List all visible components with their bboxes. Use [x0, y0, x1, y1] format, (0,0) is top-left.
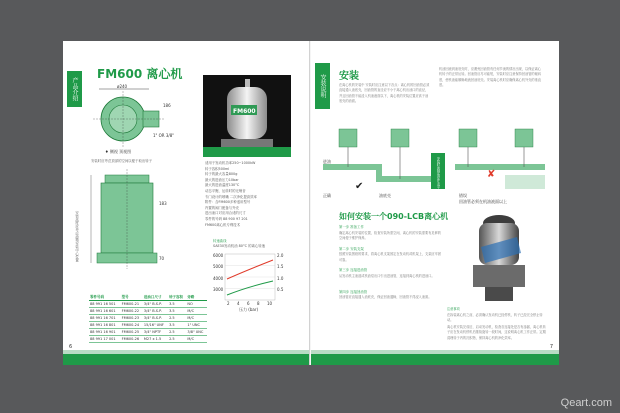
cross-icon: ✘	[487, 169, 496, 180]
left-page-number: 6	[69, 344, 73, 350]
x-tick: 6	[247, 301, 250, 306]
table-row	[89, 336, 207, 343]
left-section-tab: 产品介绍	[67, 71, 82, 107]
table-cell: 88 991 16 901	[89, 329, 121, 336]
spec-list	[205, 161, 257, 228]
install-title: 安装	[339, 71, 359, 82]
table-row	[89, 322, 207, 329]
dim-thread: 1" OR 3/8"	[153, 133, 175, 138]
y-tick: 3000	[213, 287, 224, 292]
y-tick: 6000	[213, 253, 224, 258]
table-cell: 3.5	[168, 301, 186, 308]
install-subtitle: 如何安装一个090-LCB离心机	[339, 212, 449, 221]
spec-item: 最大的进油压力10bar	[205, 177, 239, 182]
parts-table	[89, 294, 207, 343]
spec-item: FM600离心机专利技术	[205, 222, 241, 227]
y2-tick: 2.0	[277, 253, 284, 258]
spec-item: 内置的阀门配备与外壳	[205, 205, 239, 210]
table-cell: 15/16" UNF	[143, 322, 168, 329]
dim-depth: 70	[159, 256, 165, 261]
table-cell: 3/4" B.S.P.	[143, 308, 168, 315]
dim-top-width: ø240	[117, 84, 128, 89]
table-cell: M/C	[186, 308, 207, 315]
spec-item: 零件的号码 88 900 97 201	[205, 216, 248, 221]
step-text: 确定离心机安装的位置，检查安装所需空间，离心机的安装需要有足够的空间便于维护保养。	[339, 230, 441, 240]
diagram-label-wrong: 错误	[459, 193, 467, 198]
step-heading: 第二步 安装支架	[339, 246, 364, 251]
right-footer-band	[311, 354, 559, 365]
watermark: Qeart.com	[560, 397, 612, 409]
dim-height-b: 183	[159, 201, 167, 206]
step-text: 回油管应直接通入油底壳，保证回油通畅，回油管不得浸入油面。	[339, 295, 432, 300]
installation-diagram	[319, 125, 551, 205]
product-photo	[203, 75, 291, 157]
centrifuge-assembly-image	[451, 207, 545, 307]
spec-item: 动态平衡，运转时的无噪音	[205, 188, 246, 193]
centrifuge-photo-icon	[203, 75, 291, 157]
x-tick: 8	[257, 301, 260, 306]
table-cell: 3/4" B.S.P.	[143, 315, 168, 322]
left-page	[63, 41, 310, 365]
install-intro: 在离心机的安装中 安装时应注意以下各点：离心机的回油管必须直接通入油底壳，回油管的直径应不小于离心机出油口的直径，并且回油管不能浸入机油液面以下，离心机的安装位置应高于油底壳的油面。	[339, 83, 430, 104]
product-title: FM600 离心机	[97, 67, 183, 81]
y-tick: 4000	[213, 276, 224, 281]
flow-curve	[227, 281, 273, 295]
table-cell: 88 991 17 001	[89, 336, 121, 343]
table-cell: 88 991 16 501	[89, 301, 121, 308]
step-text: 从发动机主油道或机油泵出口引出进油管，连接到离心机的进油口。	[339, 273, 435, 278]
table-row	[89, 315, 207, 322]
diagram-label-correct: 正确	[323, 193, 331, 198]
left-footer-band	[63, 354, 310, 365]
svg-text:FM600: FM600	[233, 108, 256, 115]
table-cell: 2.5	[168, 329, 186, 336]
chart-subtitle: SAE30发动机油 80°C 的离心转速	[213, 244, 266, 248]
spec-item: 适用于发动机功率250~1000kW	[205, 161, 256, 165]
table-cell: FM600-25	[121, 329, 143, 336]
spec-item: 转子容积500ml	[205, 166, 230, 171]
table-cell: 88 991 16 801	[89, 322, 121, 329]
table-cell: FM600-21	[121, 301, 143, 308]
table-cell: M27 x 1.5	[143, 336, 168, 343]
right-page	[311, 41, 559, 365]
side-view-drawing	[85, 165, 175, 285]
table-cell: 3/4" NPTF	[143, 329, 168, 336]
spec-item: 转子的最大容量800g	[205, 172, 238, 177]
speed-chart	[213, 251, 293, 313]
x-tick: 4	[237, 301, 240, 306]
table-header: 进油口尺寸	[143, 294, 168, 301]
table-cell: FM600-23	[121, 315, 143, 322]
table-cell: FM600-24	[121, 322, 143, 329]
diagram-label-inlet: 进油	[323, 159, 331, 164]
step-heading: 第一步 准备工作	[339, 225, 364, 229]
table-cell: 3/4" B.S.P.	[143, 301, 168, 308]
table-cell: 2.5	[168, 315, 186, 322]
side-install-note: 安装高度应考虑油箱安装中心位置	[74, 211, 79, 262]
diagram-label-sump: 油底壳	[379, 193, 391, 198]
spec-item: 附件：含FM600多种适用型号	[205, 200, 251, 205]
x-axis-label: 压力 (bar)	[239, 307, 259, 312]
y2-tick: 1.5	[277, 264, 284, 269]
side-view-caption: 安装时应考虑顶部的空间以便于取出转子	[91, 159, 153, 163]
right-page-number: 7	[549, 344, 553, 350]
table-cell: 2.5	[168, 336, 186, 343]
table-cell: 88 991 16 701	[89, 315, 121, 322]
step-heading: 第四步 连接回油管	[339, 289, 368, 294]
spec-item: 专门设计的喷嘴 二次净化提高效率	[205, 194, 257, 199]
dim-height-a: 186	[163, 103, 171, 108]
table-cell: 3/8" UNC	[186, 329, 207, 336]
y2-tick: 0.5	[277, 287, 284, 292]
spec-item: 进出油口对应用合适的尺寸	[205, 211, 246, 216]
drawing-caption: ♦ 侧视 顶视图	[105, 149, 132, 154]
y2-tick: 1.0	[277, 276, 284, 281]
step-text: 按照安装图纸的要求，将离心机支架固定在发动机或机架上，支架应牢固可靠。	[339, 252, 441, 262]
table-row	[89, 301, 207, 308]
top-view-drawing	[85, 83, 177, 157]
table-cell: FM600-22	[121, 308, 143, 315]
step-heading: 第三步 连接进油管	[339, 268, 368, 273]
note-text: 在拆装离心机之前，必须确认发动机已经停机，转子已经完全停止转动。	[447, 313, 543, 323]
x-tick: 2	[227, 301, 230, 306]
x-tick: 10	[267, 301, 273, 306]
table-header: 零件号码	[89, 294, 121, 301]
table-cell: M/C	[186, 336, 207, 343]
table-cell: FM600-26	[121, 336, 143, 343]
green-note-2: 回油管必须在机油液面以上	[459, 199, 507, 204]
right-column-text: 离心机安装完成后，启动发动机，检查各连接处是否有渗漏，离心机转子应在发动机停机后继续旋转一段时间，这说明离心机工作正常。定期清理转子内的沉积物，保持离心机的净化效率。	[447, 325, 546, 340]
y-tick: 5000	[213, 264, 224, 269]
table-cell: 3.5	[168, 322, 186, 329]
chart-title: 转速曲线	[213, 239, 227, 243]
table-cell: 1" UNC	[186, 322, 207, 329]
table-cell: 3.5	[168, 308, 186, 315]
table-row	[89, 329, 207, 336]
install-steps	[339, 225, 443, 311]
table-row	[89, 308, 207, 315]
install-side-note: 机油回流到油底壳时，应避免回油管有任何节流的情况出现，以保证离心机转子的正常运转。回油管应尽可能短，安装时应注意保持回油管的倾斜度，使机油能顺畅地流回油底壳。安装离心机时应确保离心机外壳的垂直度。	[439, 67, 541, 88]
table-cell: M/C	[186, 315, 207, 322]
green-note-1: 安装时的倾角应在水平面15°以内	[436, 157, 440, 205]
note-title: 注意事项	[447, 307, 460, 311]
table-header: 型号	[121, 294, 143, 301]
speed-curve	[227, 260, 273, 279]
table-cell: NO	[186, 301, 207, 308]
spec-item: 最大的进油温度130°C	[205, 183, 240, 188]
table-header: 转子容积	[168, 294, 186, 301]
right-section-tab: 安装说明	[315, 63, 330, 109]
table-header: 旁路	[186, 294, 207, 301]
table-cell: 88 991 16 601	[89, 308, 121, 315]
check-icon: ✔	[355, 181, 364, 192]
